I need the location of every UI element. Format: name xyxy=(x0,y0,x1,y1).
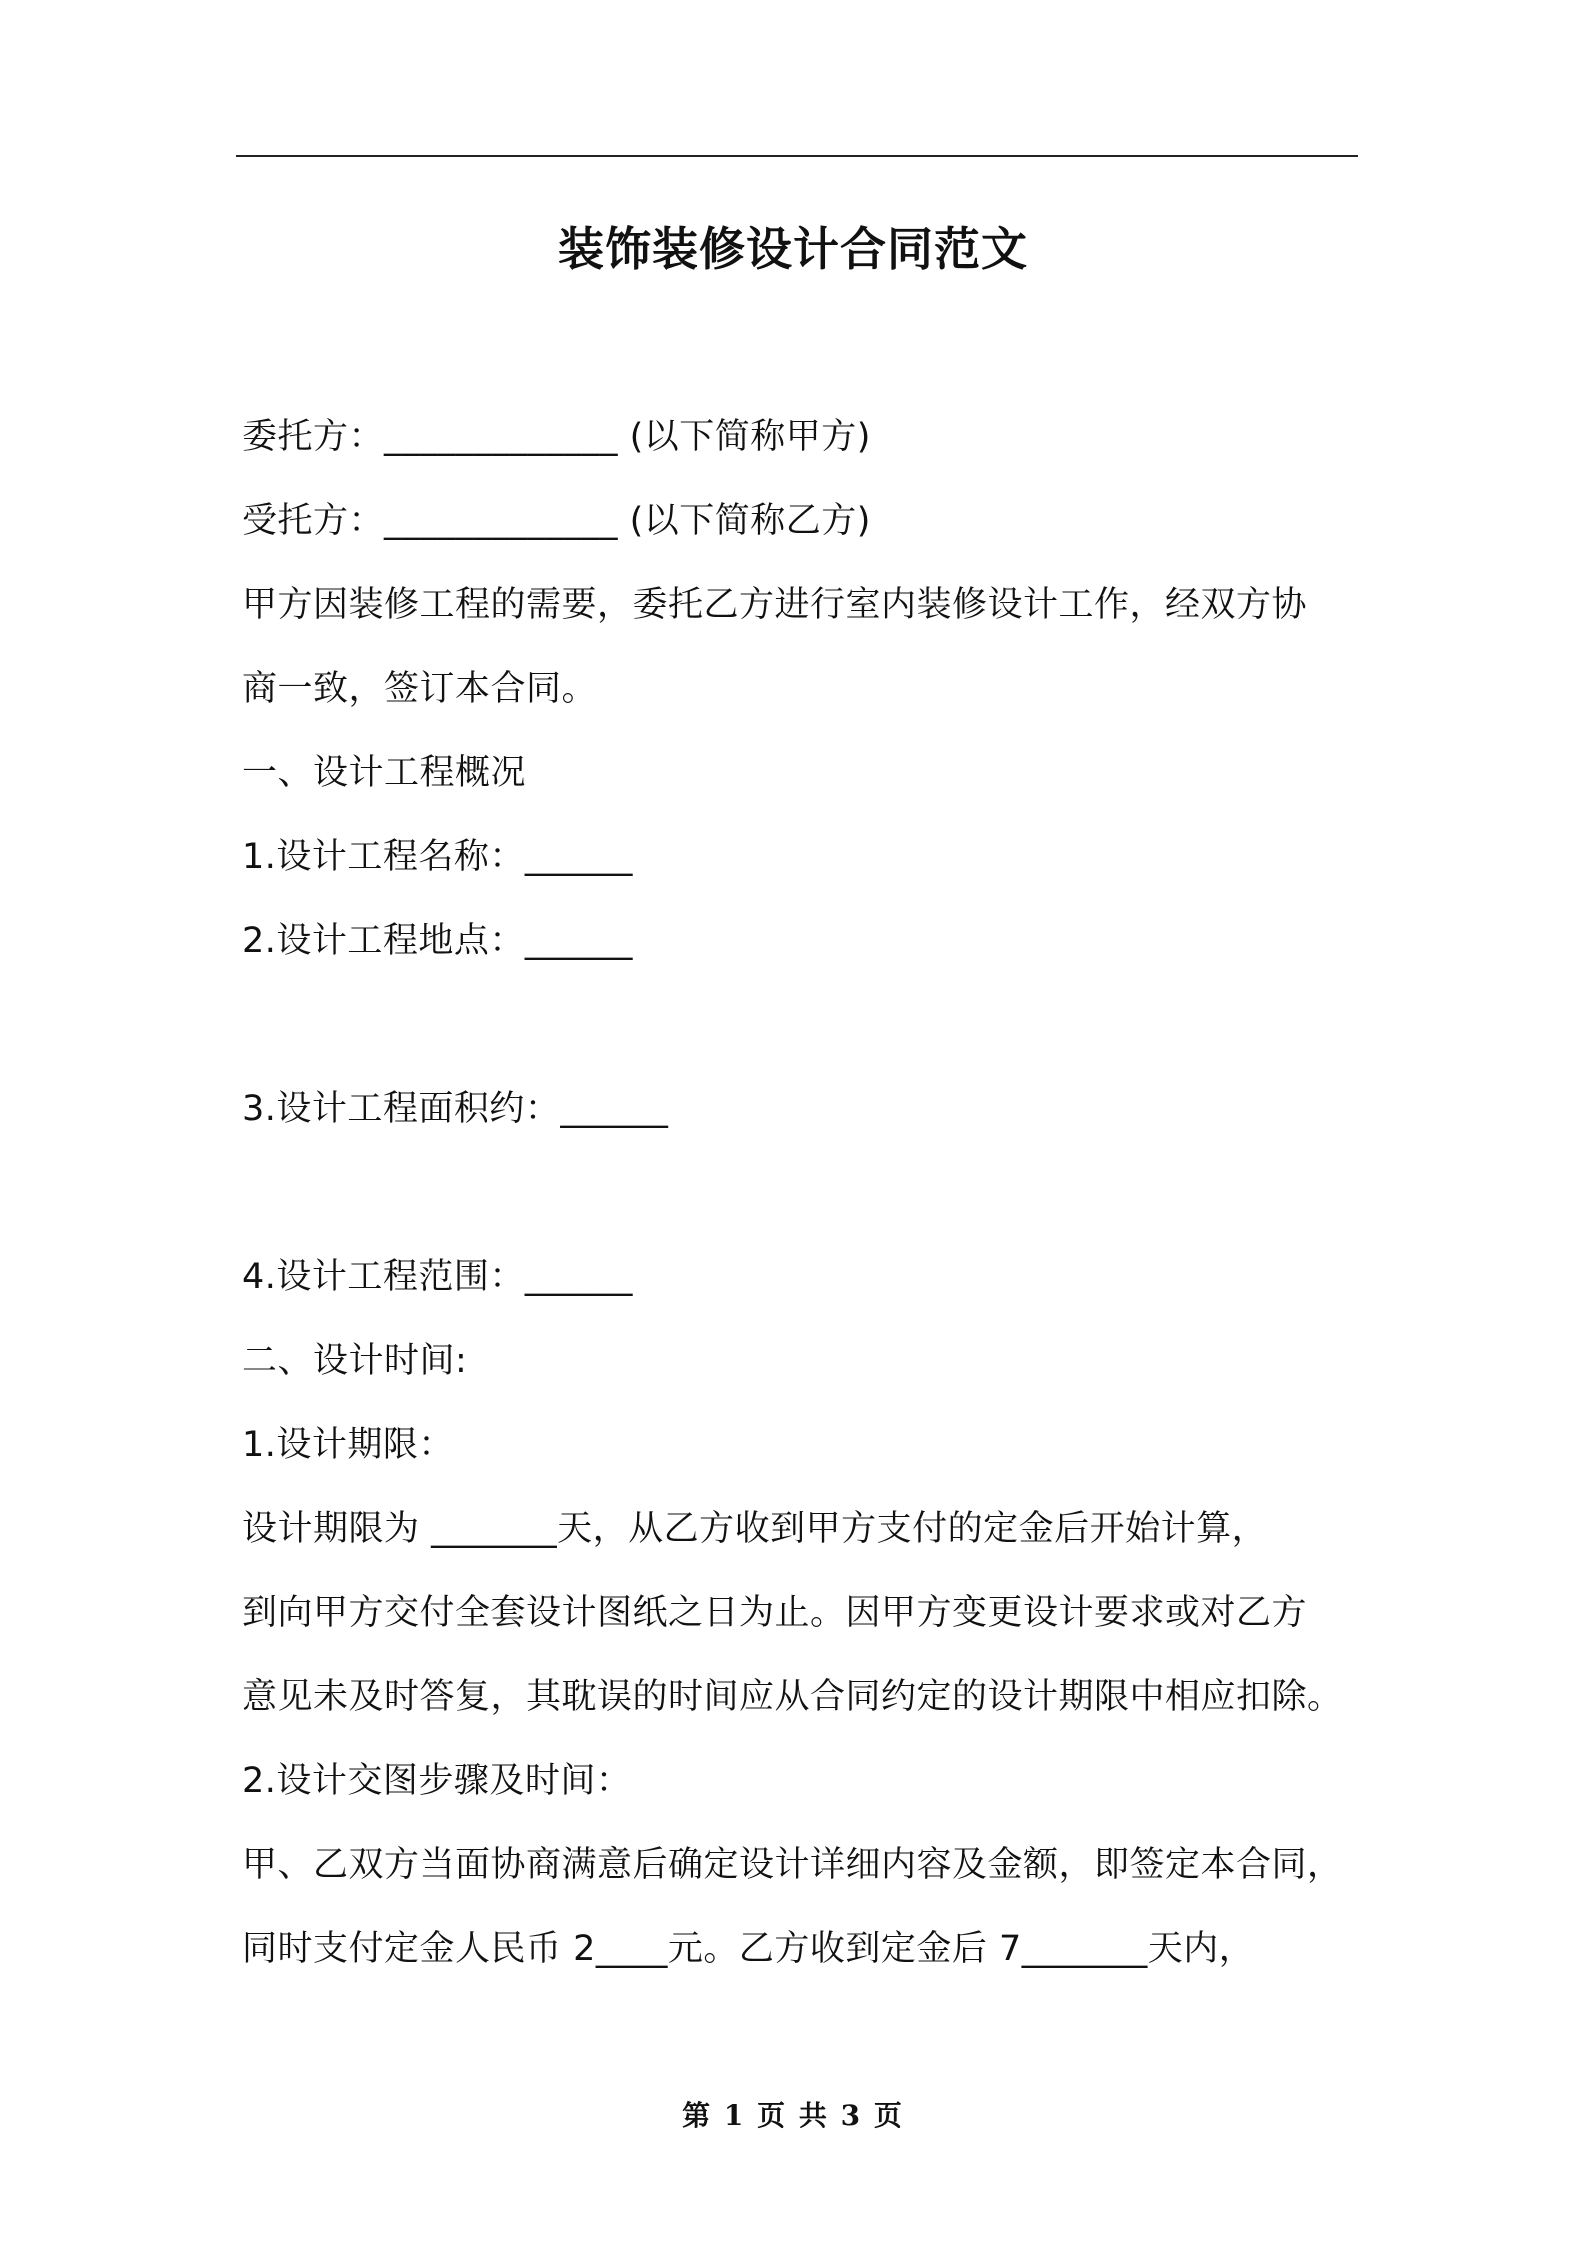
design-period-paragraph-line-1: 设计期限为 _______天，从乙方收到甲方支付的定金后开始计算， xyxy=(242,1509,1268,1549)
design-period-paragraph-line-2: 到向甲方交付全套设计图纸之日为止。因甲方变更设计要求或对乙方 xyxy=(242,1593,1308,1633)
drawing-steps-paragraph-line-2: 同时支付定金人民币 2____元。乙方收到定金后 7_______天内， xyxy=(242,1929,1255,1969)
section-heading-design-time: 二、设计时间: xyxy=(242,1341,468,1381)
header-rule xyxy=(236,155,1358,157)
page-number-footer: 第 1 页 共 3 页 xyxy=(682,2099,904,2132)
project-name-line: 1.设计工程名称：______ xyxy=(242,837,633,877)
blank-gap xyxy=(242,983,1362,1067)
intro-paragraph-line-1: 甲方因装修工程的需要，委托乙方进行室内装修设计工作，经双方协 xyxy=(242,585,1308,625)
project-location-line: 2.设计工程地点：______ xyxy=(242,921,633,961)
drawing-steps-paragraph-line-1: 甲、乙双方当面协商满意后确定设计详细内容及金额，即签定本合同， xyxy=(242,1845,1343,1885)
section-heading-project-overview: 一、设计工程概况 xyxy=(242,753,527,793)
project-area-line: 3.设计工程面积约：______ xyxy=(242,1089,669,1129)
client-line: 委托方：_____________ (以下简称甲方) xyxy=(242,417,871,457)
blank-gap xyxy=(242,1151,1362,1235)
contractor-line: 受托方：_____________ (以下简称乙方) xyxy=(242,501,871,541)
document-title: 装饰装修设计合同范文 xyxy=(558,222,1028,276)
design-period-paragraph-line-3: 意见未及时答复，其耽误的时间应从合同约定的设计期限中相应扣除。 xyxy=(242,1677,1343,1717)
design-period-heading: 1.设计期限： xyxy=(242,1425,454,1465)
project-scope-line: 4.设计工程范围：______ xyxy=(242,1257,633,1297)
document-body xyxy=(242,395,1362,1991)
drawing-steps-heading: 2.设计交图步骤及时间： xyxy=(242,1761,632,1801)
intro-paragraph-line-2: 商一致，签订本合同。 xyxy=(242,669,598,709)
